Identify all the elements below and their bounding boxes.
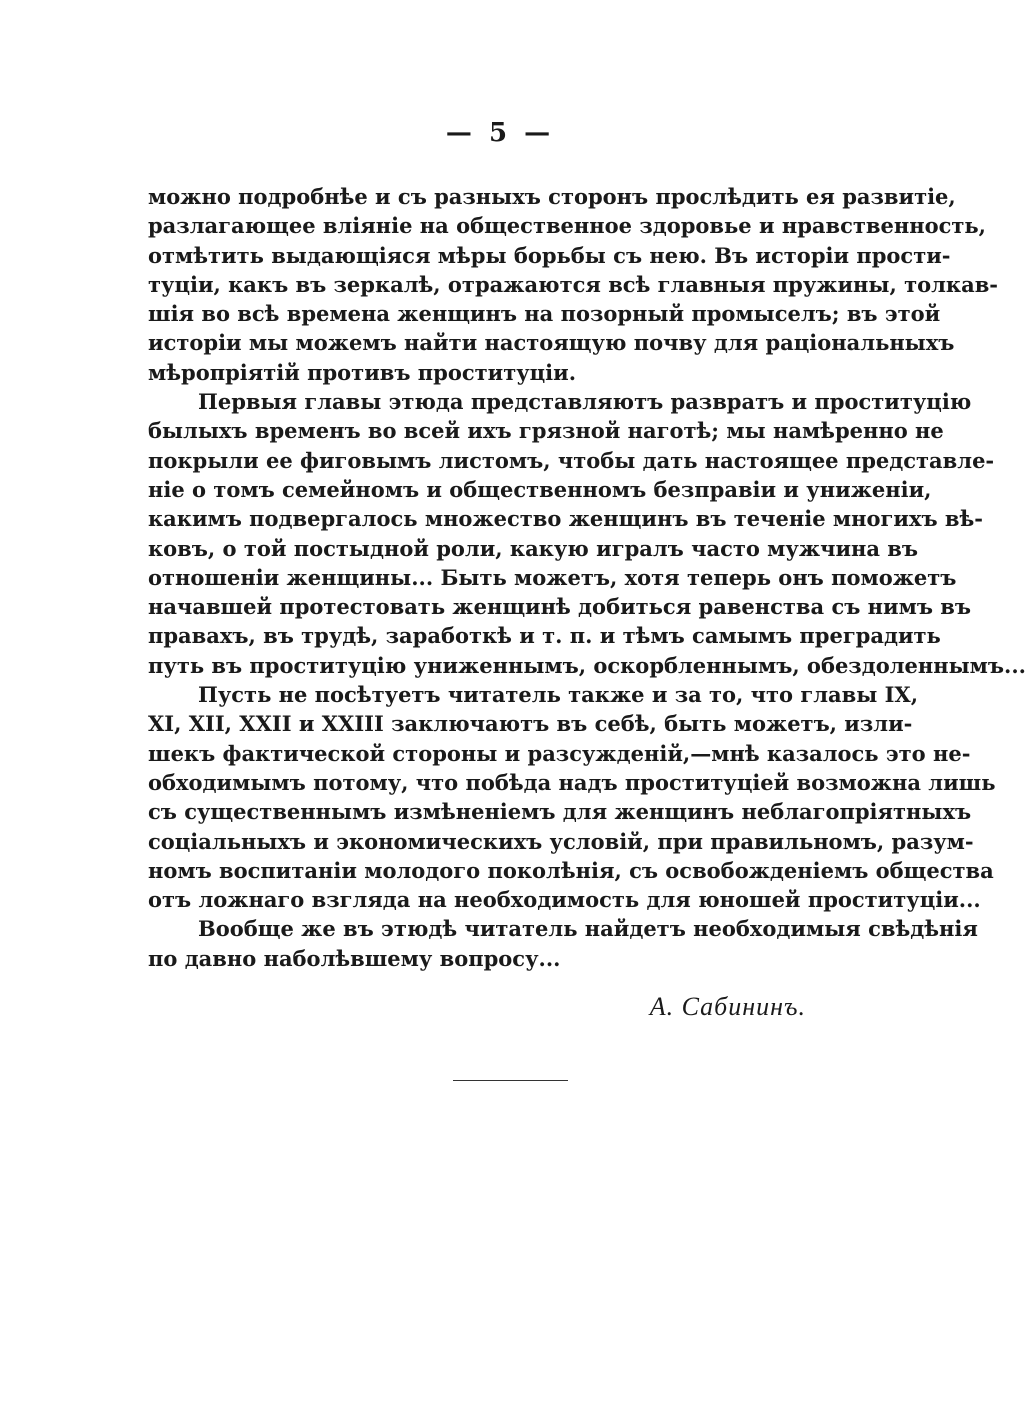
text-line: съ существеннымъ измѣненіемъ для женщинъ неблагопріятныхъ [148, 799, 972, 825]
text-line: можно подробнѣе и съ разныхъ сторонъ прослѣдить ея развитіе, [148, 184, 956, 209]
text-line: былыхъ временъ во всей ихъ грязной наготѣ; мы намѣренно не [148, 418, 944, 444]
text-line: Первыя главы этюда представляютъ развратъ и проституцію [198, 389, 972, 415]
text-line: номъ воспитаніи молодого поколѣнія, съ освобожденіемъ общества [148, 857, 994, 883]
text-line: Пусть не посѣтуетъ читатель также и за то, что главы IX, [198, 682, 919, 708]
text-line: какимъ подвергалось множество женщинъ въ теченіе многихъ вѣ- [148, 506, 983, 532]
text-line: по давно наболѣвшему вопросу... [148, 945, 561, 971]
text-line: разлагающее вліяніе на общественное здоровье и нравственность, [148, 213, 986, 239]
text-line: Вообще же въ этюдѣ читатель найдетъ необходимыя свѣдѣнія [198, 916, 978, 942]
text-line: туціи, какъ въ зеркалѣ, отражаются всѣ главныя пружины, толкав- [148, 271, 999, 297]
author-signature: А. Сабининъ. [649, 992, 806, 1021]
text-line: ніе о томъ семейномъ и общественномъ безправіи и униженіи, [148, 476, 932, 502]
paragraph-3 [148, 680, 996, 914]
text-line: ковъ, о той постыдной роли, какую игралъ часто мужчина въ [148, 535, 919, 561]
text-line: отношеніи женщины... Быть можетъ, хотя теперь онъ поможетъ [148, 564, 957, 590]
text-line: путь въ проституцію униженнымъ, оскорбленнымъ, обездоленнымъ... [148, 652, 1026, 678]
paragraph-2 [148, 387, 1026, 680]
text-line: правахъ, въ трудѣ, заработкѣ и т. п. и тѣмъ самымъ преградить [148, 623, 941, 649]
paragraph-4 [148, 914, 978, 973]
text-line: начавшей протестовать женщинѣ добиться равенства съ нимъ въ [148, 594, 971, 620]
text-line: отъ ложнаго взгляда на необходимость для юношей проституціи... [148, 887, 981, 913]
text-line: шія во всѣ времена женщинъ на позорный промыселъ; въ этой [148, 301, 941, 327]
text-line: покрыли ее фиговымъ листомъ, чтобы дать настоящее представле- [148, 447, 995, 473]
text-line: мѣропріятій противъ проституціи. [148, 359, 577, 385]
text-line: соціальныхъ и экономическихъ условій, при правильномъ, разум- [148, 828, 974, 854]
text-line: шекъ фактической стороны и разсужденій,—мнѣ казалось это не- [148, 740, 971, 766]
text-line: отмѣтить выдающіяся мѣры борьбы съ нею. Въ исторіи прости- [148, 242, 951, 268]
section-divider [453, 1080, 568, 1081]
text-line: исторіи мы можемъ найти настоящую почву для раціональныхъ [148, 330, 955, 356]
page-number: — 5 — [445, 118, 555, 148]
text-line: XI, XII, XXII и XXIII заключаютъ въ себѣ, быть можетъ, изли- [148, 711, 913, 737]
paragraph-1 [148, 182, 999, 387]
body-text [148, 182, 1026, 973]
text-line: обходимымъ потому, что побѣда надъ проституціей возможна лишь [148, 769, 996, 795]
